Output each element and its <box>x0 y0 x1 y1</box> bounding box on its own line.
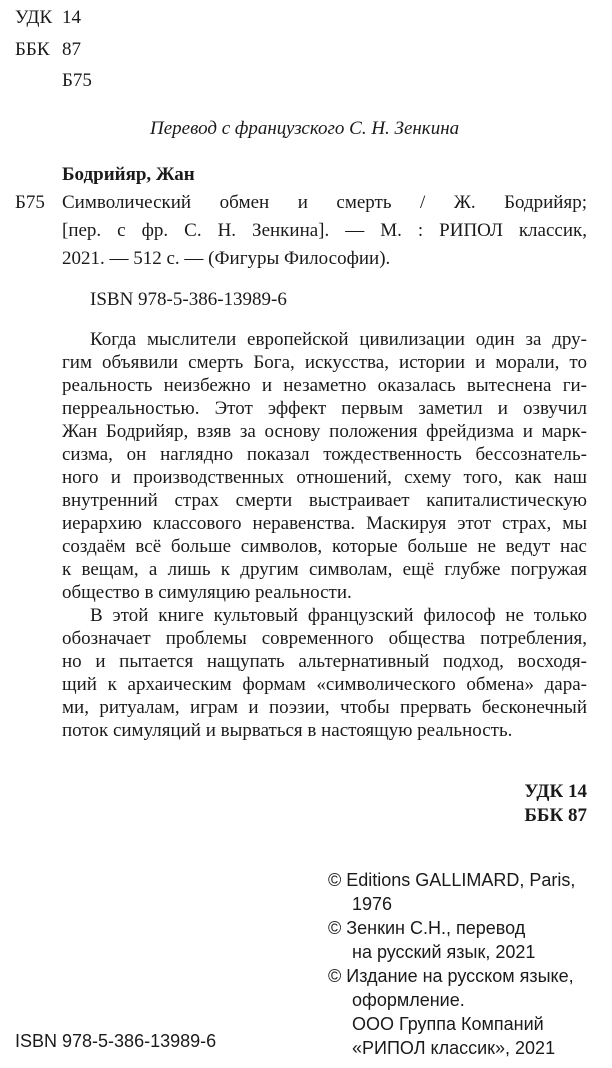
annotation-paragraph-2 <box>62 604 587 742</box>
footer-isbn: ISBN 978-5-386-13989-6 <box>15 1031 217 1051</box>
copyright-block <box>328 868 575 1060</box>
record-line: Символический обмен и смерть / Ж. Бодрийяр; <box>62 192 587 213</box>
record-line: 2021. — 512 с. — (Фигуры Философии). <box>62 248 391 269</box>
copyright-line: 1976 <box>352 894 393 914</box>
annotation-line: поток симуляций и вырваться в настоящую реальность. <box>62 720 513 741</box>
annotation-line: сизма, он наглядно показал тождественность бессознатель- <box>62 444 587 465</box>
annotation-line: В этой книге культовый французский философ не только <box>90 605 587 626</box>
copyright-line: «РИПОЛ классик», 2021 <box>352 1038 556 1058</box>
bbk-label: ББК <box>15 39 50 60</box>
bbk-value: 87 <box>62 39 81 60</box>
author-heading: Бодрийяр, Жан <box>62 164 195 185</box>
annotation-line: к вещам, а лишь к другим символам, ещё глубже погружая <box>62 559 587 580</box>
annotation-line: обозначает проблемы современного общества потребления, <box>62 628 587 649</box>
annotation-line: внутренний страх смерти выстраивает капиталистическую <box>62 490 587 511</box>
annotation-line: общество в симуляцию реальности. <box>62 582 352 603</box>
annotation-line: Жан Бодрийяр, взяв за основу положения фрейдизма и марк- <box>62 421 587 442</box>
annotation-line: щий к архаическим формам «символического обмена» дара- <box>62 674 587 695</box>
copyright-line: © Editions GALLIMARD, Paris, <box>328 870 576 890</box>
copyright-line: © Издание на русском языке, <box>328 966 574 986</box>
annotation-line: гим объявили смерть Бога, искусства, истории и морали, то <box>62 352 587 373</box>
annotation-line: но и пытается нащупать альтернативный подход, восходя- <box>62 651 587 672</box>
index-bbk: ББК 87 <box>524 805 587 826</box>
author-mark: Б75 <box>15 192 45 213</box>
isbn-record: ISBN 978-5-386-13989-6 <box>90 289 287 310</box>
udk-label: УДК <box>15 7 53 28</box>
translation-note: Перевод с французского С. Н. Зенкина <box>150 118 460 139</box>
index-udk: УДК 14 <box>524 781 587 802</box>
record-line: [пер. с фр. С. Н. Зенкина]. — М. : РИПОЛ классик, <box>62 220 587 241</box>
copyright-line: ООО Группа Компаний <box>352 1014 544 1034</box>
udk-value: 14 <box>62 7 81 28</box>
annotation-line: иерархию классового неравенства. Маскируя этот страх, мы <box>62 513 587 534</box>
annotation-paragraph-1 <box>62 328 587 604</box>
annotation-line: реальность неизбежно и незаметно оказалась вытеснена ги- <box>62 375 587 396</box>
copyright-line: © Зенкин С.Н., перевод <box>328 918 526 938</box>
copyright-line: оформление. <box>352 990 465 1010</box>
annotation-line: ми, ритуалам, играм и поэзии, чтобы прервать бесконечный <box>62 697 587 718</box>
annotation-line: создаём всё больше символов, которые больше не ведут нас <box>62 536 587 557</box>
annotation-line: перреальностью. Этот эффект первым заметил и озвучил <box>62 398 587 419</box>
annotation-line: ного и производственных отношений, схему того, как наш <box>62 467 587 488</box>
annotation-line: Когда мыслители европейской цивилизации один за дру- <box>90 329 587 350</box>
author-mark-top: Б75 <box>62 70 92 91</box>
copyright-line: на русский язык, 2021 <box>352 942 536 962</box>
